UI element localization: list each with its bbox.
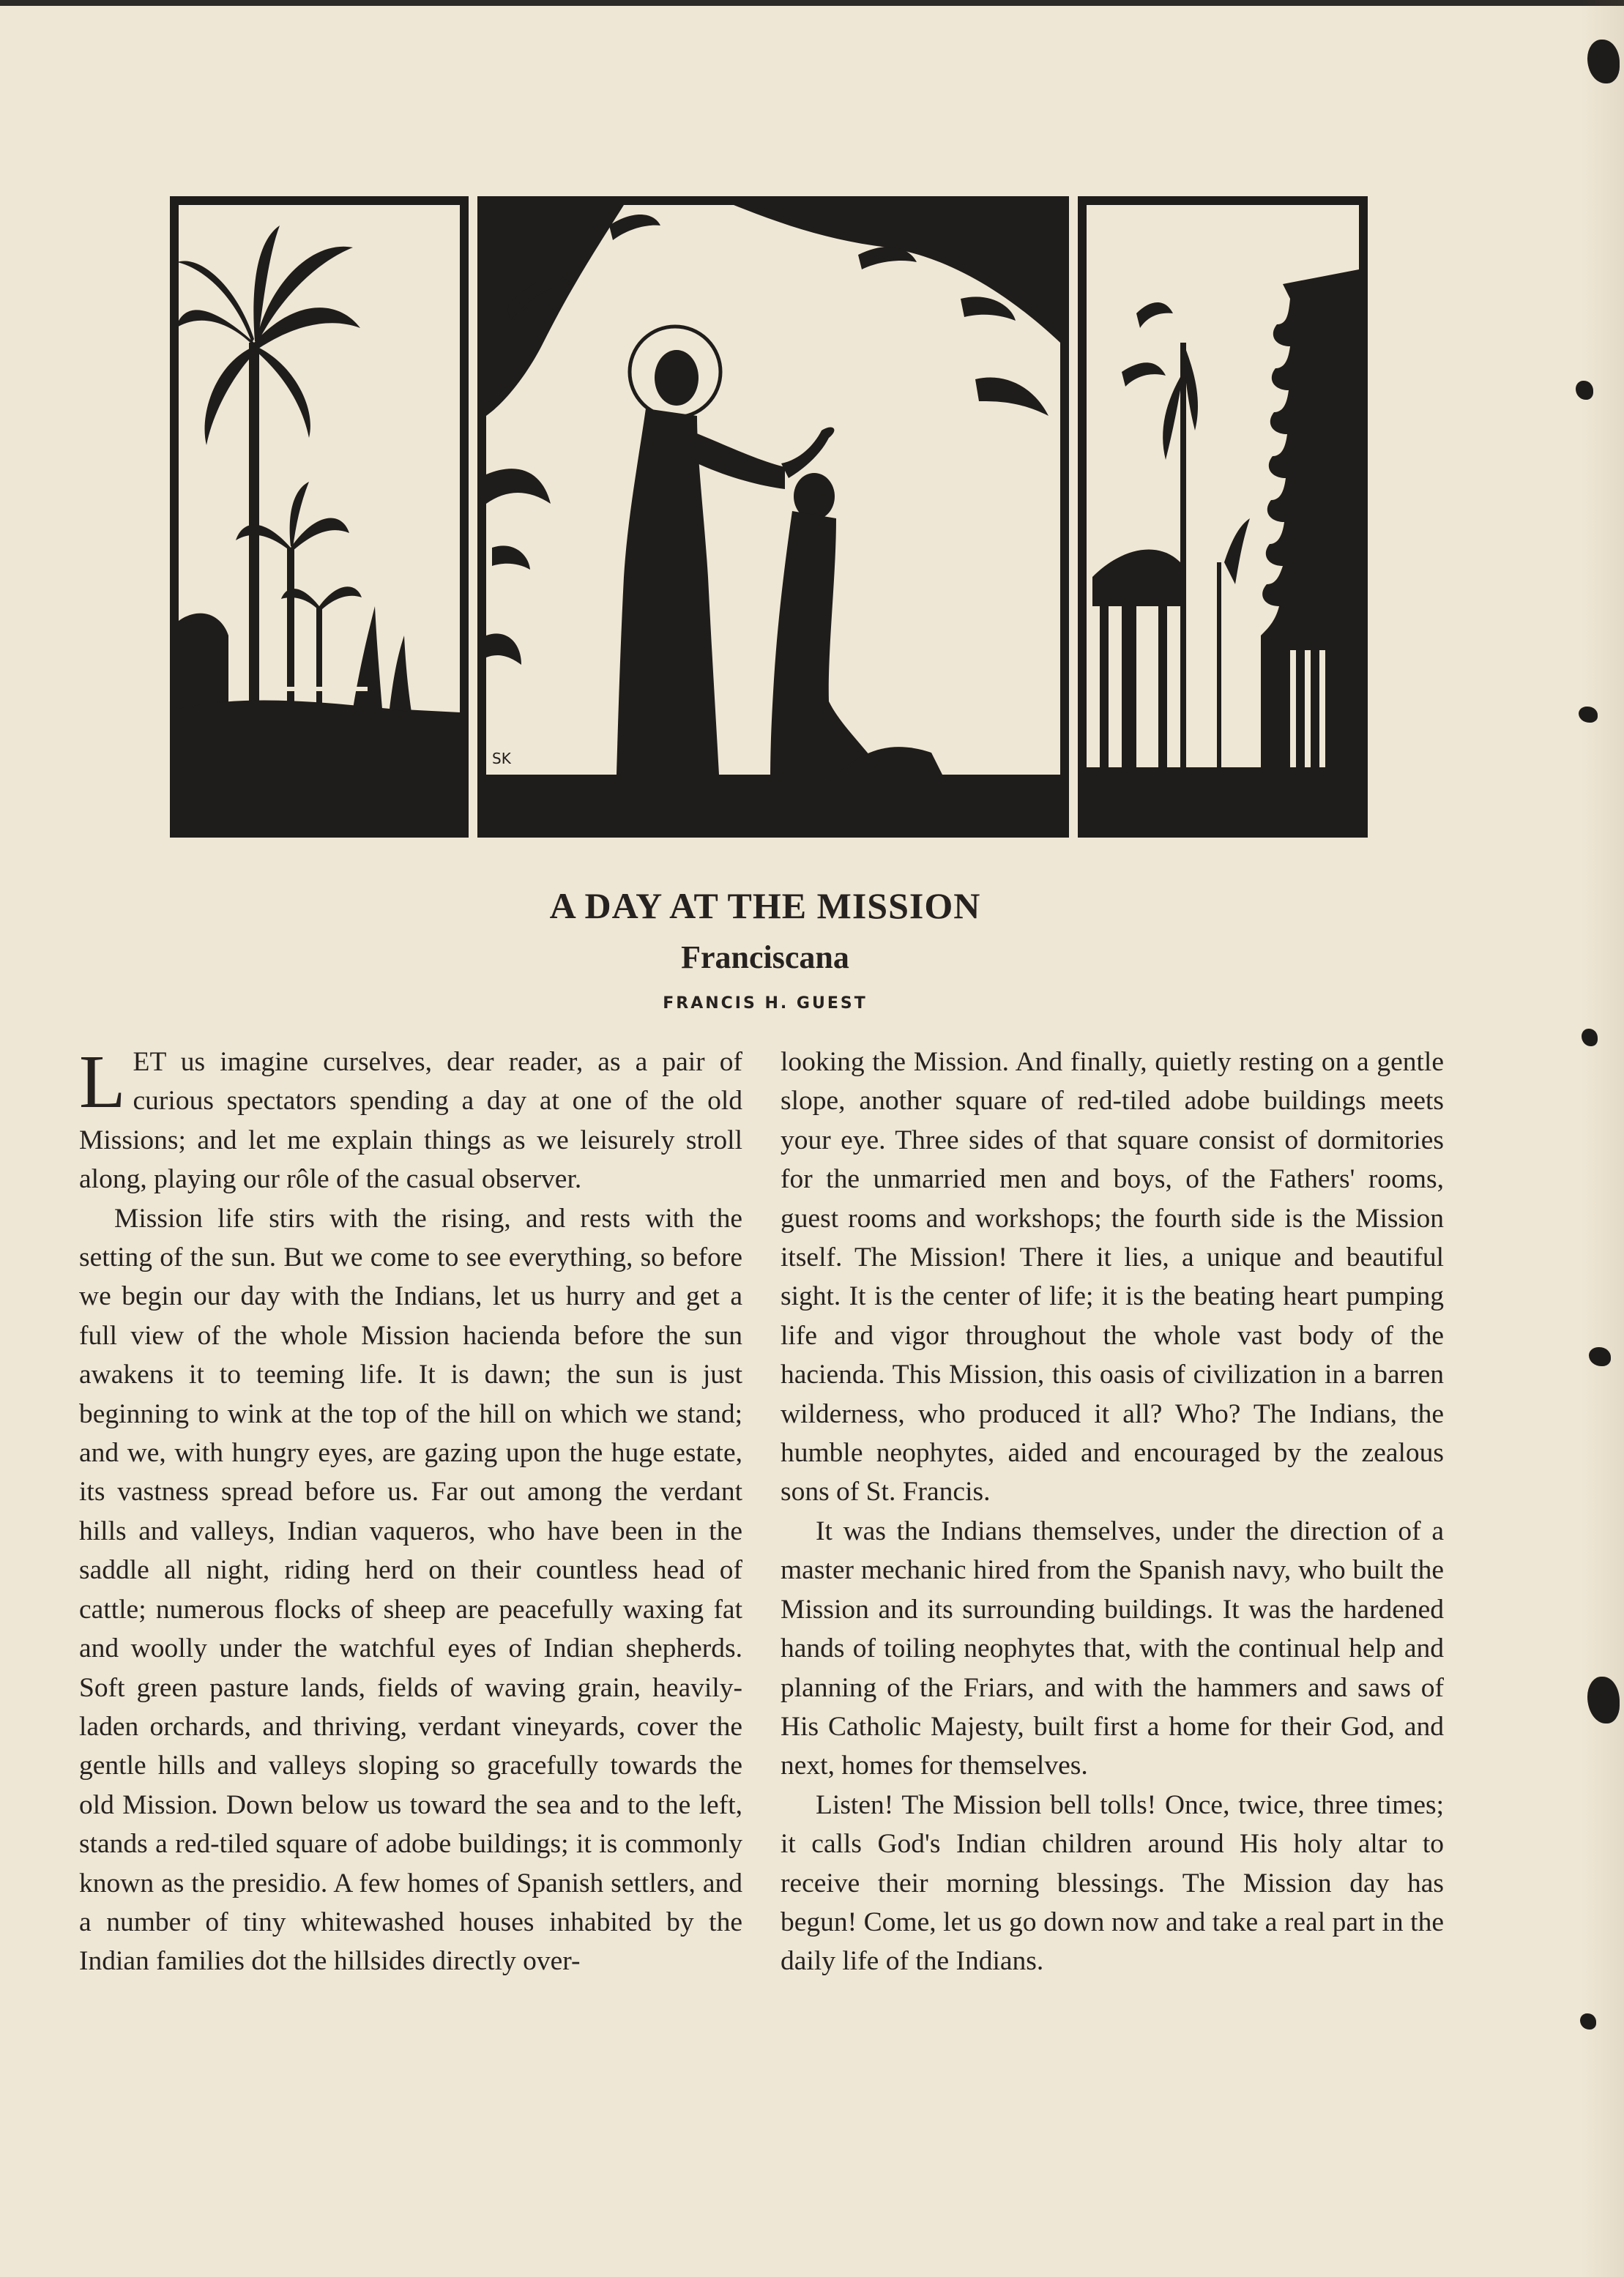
article-subtitle: Franciscana [681, 939, 849, 975]
friar-blessing-panel [477, 196, 1069, 838]
paragraph: Mission life stirs with the rising, and rests with the setting of the sun. But we come to see everything, so before we begin our day with the Indians, let us hurry and get a full view of the whole Mission hacienda before the sun awakens it to teeming life. It is dawn; the sun is just beginning to wink at the top of the hill on which we stand; and we, with hungry eyes, are gazing upon the huge estate, its vastness spread before us. Far out among the verdant hills and valleys, Indian vaqueros, who have been in the saddle all night, riding herd on their countless head of cattle; numerous flocks of sheep are peacefully waxing fat and woolly under the watchful eyes of Indian shepherds. Soft green pasture lands, fields of waving grain, heavily-laden orchards, and thriving, verdant vineyards, cover the gentle hills and valleys sloping so gracefully towards the old Mission. Down below us toward the sea and to the left, stands a red-tiled square of adobe buildings; it is commonly known as the presidio. A few homes of Spanish settlers, and a number of tiny whitewashed houses inhabited by the Indian families dot the hillsides directly over- [79, 1203, 742, 1977]
paragraph: looking the Mission. And finally, quietly resting on a gentle slope, another square of red-tiled adobe buildings meets your eye. Three sides of that square consist of dormitories for the unmarried men and boys, of the Fathers' rooms, guest rooms and workshops; the fourth side is the Mission itself. The Mission! There it lies, a unique and beautiful sight. It is the center of life; it is the beating heart pumping life and vigor throughout the whole vast body of the hacienda. This Mission, this oasis of civilization in a barren wilderness, who produced it all? Who? The Indians, the humble neophytes, aided and encouraged by the zealous sons of St. Francis. [781, 1047, 1444, 1508]
mission-tower-illustration [1078, 196, 1368, 838]
drop-cap: L [79, 1040, 126, 1124]
binding-hole [1580, 2013, 1596, 2030]
paragraph-text: ET us imagine curselves, dear reader, as a pair of curious spectators spending a day at one of the old Missions; and let me explain things as we leisurely stroll along, playing our rôle of the casual observer. [79, 1047, 742, 1195]
binding-hole [1579, 707, 1598, 723]
mission-tower-panel [1078, 196, 1368, 838]
left-column [79, 1040, 742, 1981]
artist-signature: SK [492, 750, 511, 767]
page-edge-shadow [1580, 0, 1624, 2277]
binding-hole [1576, 381, 1593, 400]
top-border [0, 0, 1624, 6]
header-illustration [170, 196, 1368, 838]
paragraph [79, 1040, 742, 1199]
binding-hole [1582, 1029, 1598, 1046]
paragraph: Listen! The Mission bell tolls! Once, twice, three times; it calls God's Indian children around His holy altar to receive their morning blessings. The Mission day has begun! Come, let us go down now and take a real part in the daily life of the Indians. [781, 1789, 1444, 1977]
article-title: A DAY AT THE MISSION [549, 885, 981, 926]
friar-blessing-illustration [477, 196, 1069, 838]
palm-landscape-illustration [170, 196, 469, 838]
paragraph: It was the Indians themselves, under the direction of a master mechanic hired from the Spanish navy, who built the Mission and its surrounding buildings. It was the hardened hands of toiling neophytes that, with the continual help and planning of the Friars, and with the hammers and saws of His Catholic Majesty, built first a home for their God, and next, homes for themselves. [781, 1516, 1444, 1781]
palm-landscape-panel [170, 196, 469, 838]
article-author: FRANCIS H. GUEST [663, 994, 868, 1013]
right-column [781, 1043, 1444, 1981]
